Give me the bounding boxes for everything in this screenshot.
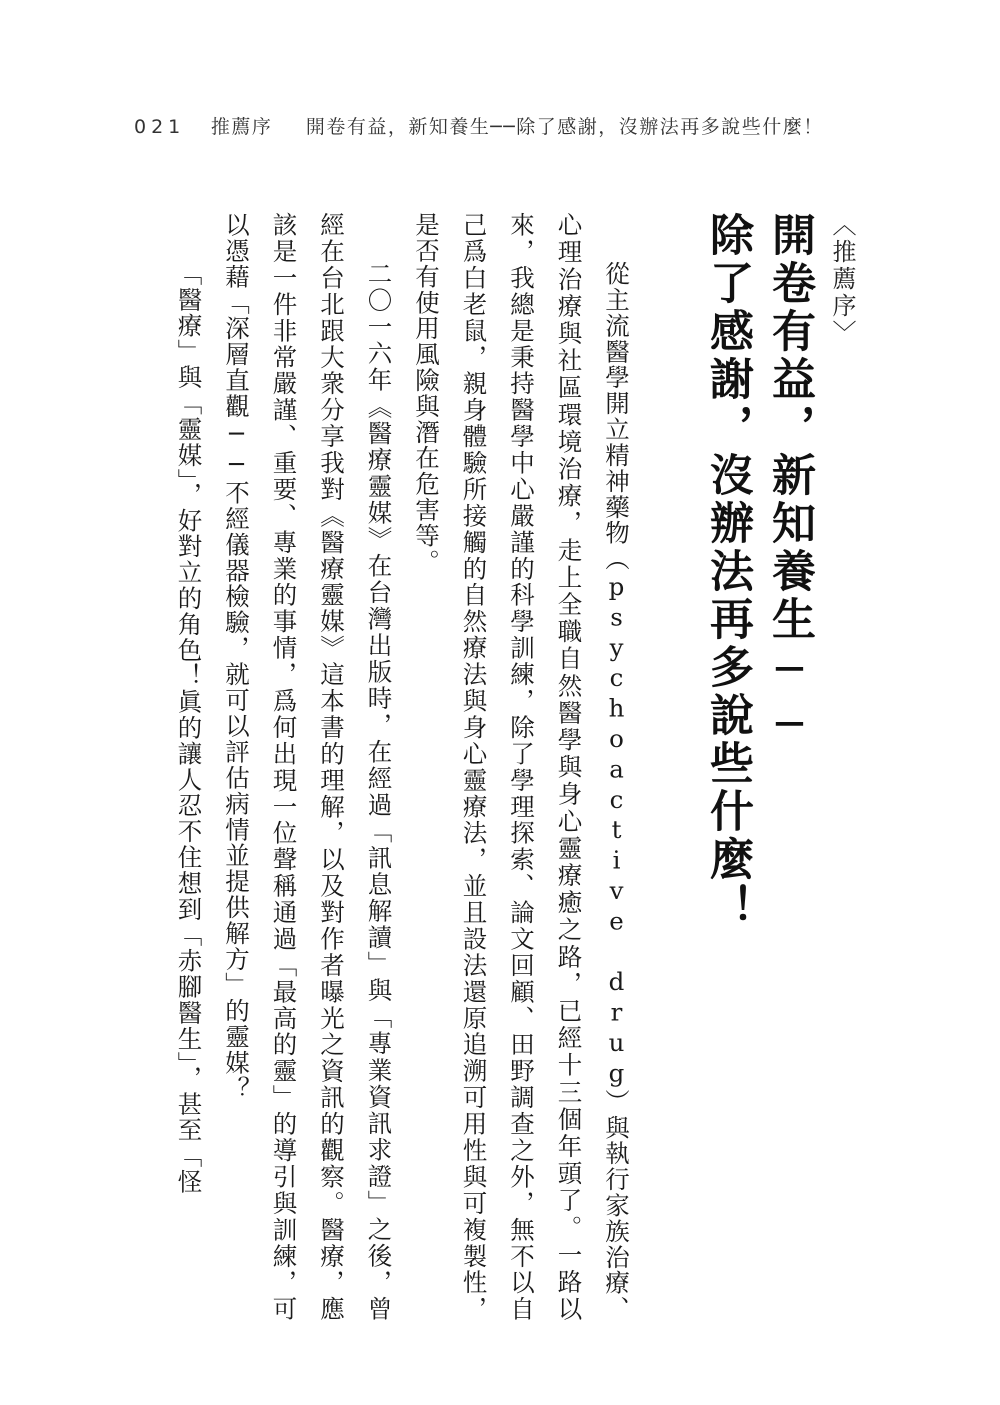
paragraph-3: 「醫療」與「靈媒」，好對立的角色！眞的讓人忍不住想到「赤腳醫生」，甚至「怪 (174, 261, 204, 1195)
body-text (140, 212, 640, 1322)
header-running-title: 開卷有益，新知養生──除了感謝，沒辦法再多說些什麼！ (305, 116, 824, 138)
paragraph-1: 從主流醫學開立精神藥物（psychoactive drug）與執行家族治療、心理治療與社區環境治療，走上全職自然醫學與身心靈療癒之路，已經十三個年頭了。一路以來，我總是秉持醫學中心嚴謹的科學訓練，除了學理探索、論文回顧、田野調查之外，無不以自己爲白老鼠，親身體驗所接觸的自然療法與身心靈療法，並且設法還原追溯可用性與可複製性，是否有使用風險與潛在危害等。 (412, 212, 631, 1322)
header-section-label: 推薦序 (210, 116, 273, 138)
chapter-title (696, 212, 820, 1322)
chapter-title-line-1: 開卷有益，新知養生── (764, 212, 815, 754)
chapter-title-line-2: 除了感謝，沒辦法再多說些什麼！ (702, 212, 753, 932)
paragraph-2: 二〇一六年《醫療靈媒》在台灣出版時，在經過「訊息解讀」與「專業資訊求證」之後，曾經在台北跟大衆分享我對《醫療靈媒》這本書的理解，以及對作者曝光之資訊的觀察。醫療，應該是一件非常嚴謹、重要、專業的事情，爲何出現一位聲稱通過「最高的靈」的導引與訓練，可以憑藉「深層直觀──不經儀器檢驗，就可以評估病情並提供解方」的靈媒？ (222, 212, 394, 1322)
page-number: 021 (134, 116, 186, 138)
running-header (134, 112, 894, 142)
section-tag: 〈推薦序〉 (828, 212, 856, 347)
